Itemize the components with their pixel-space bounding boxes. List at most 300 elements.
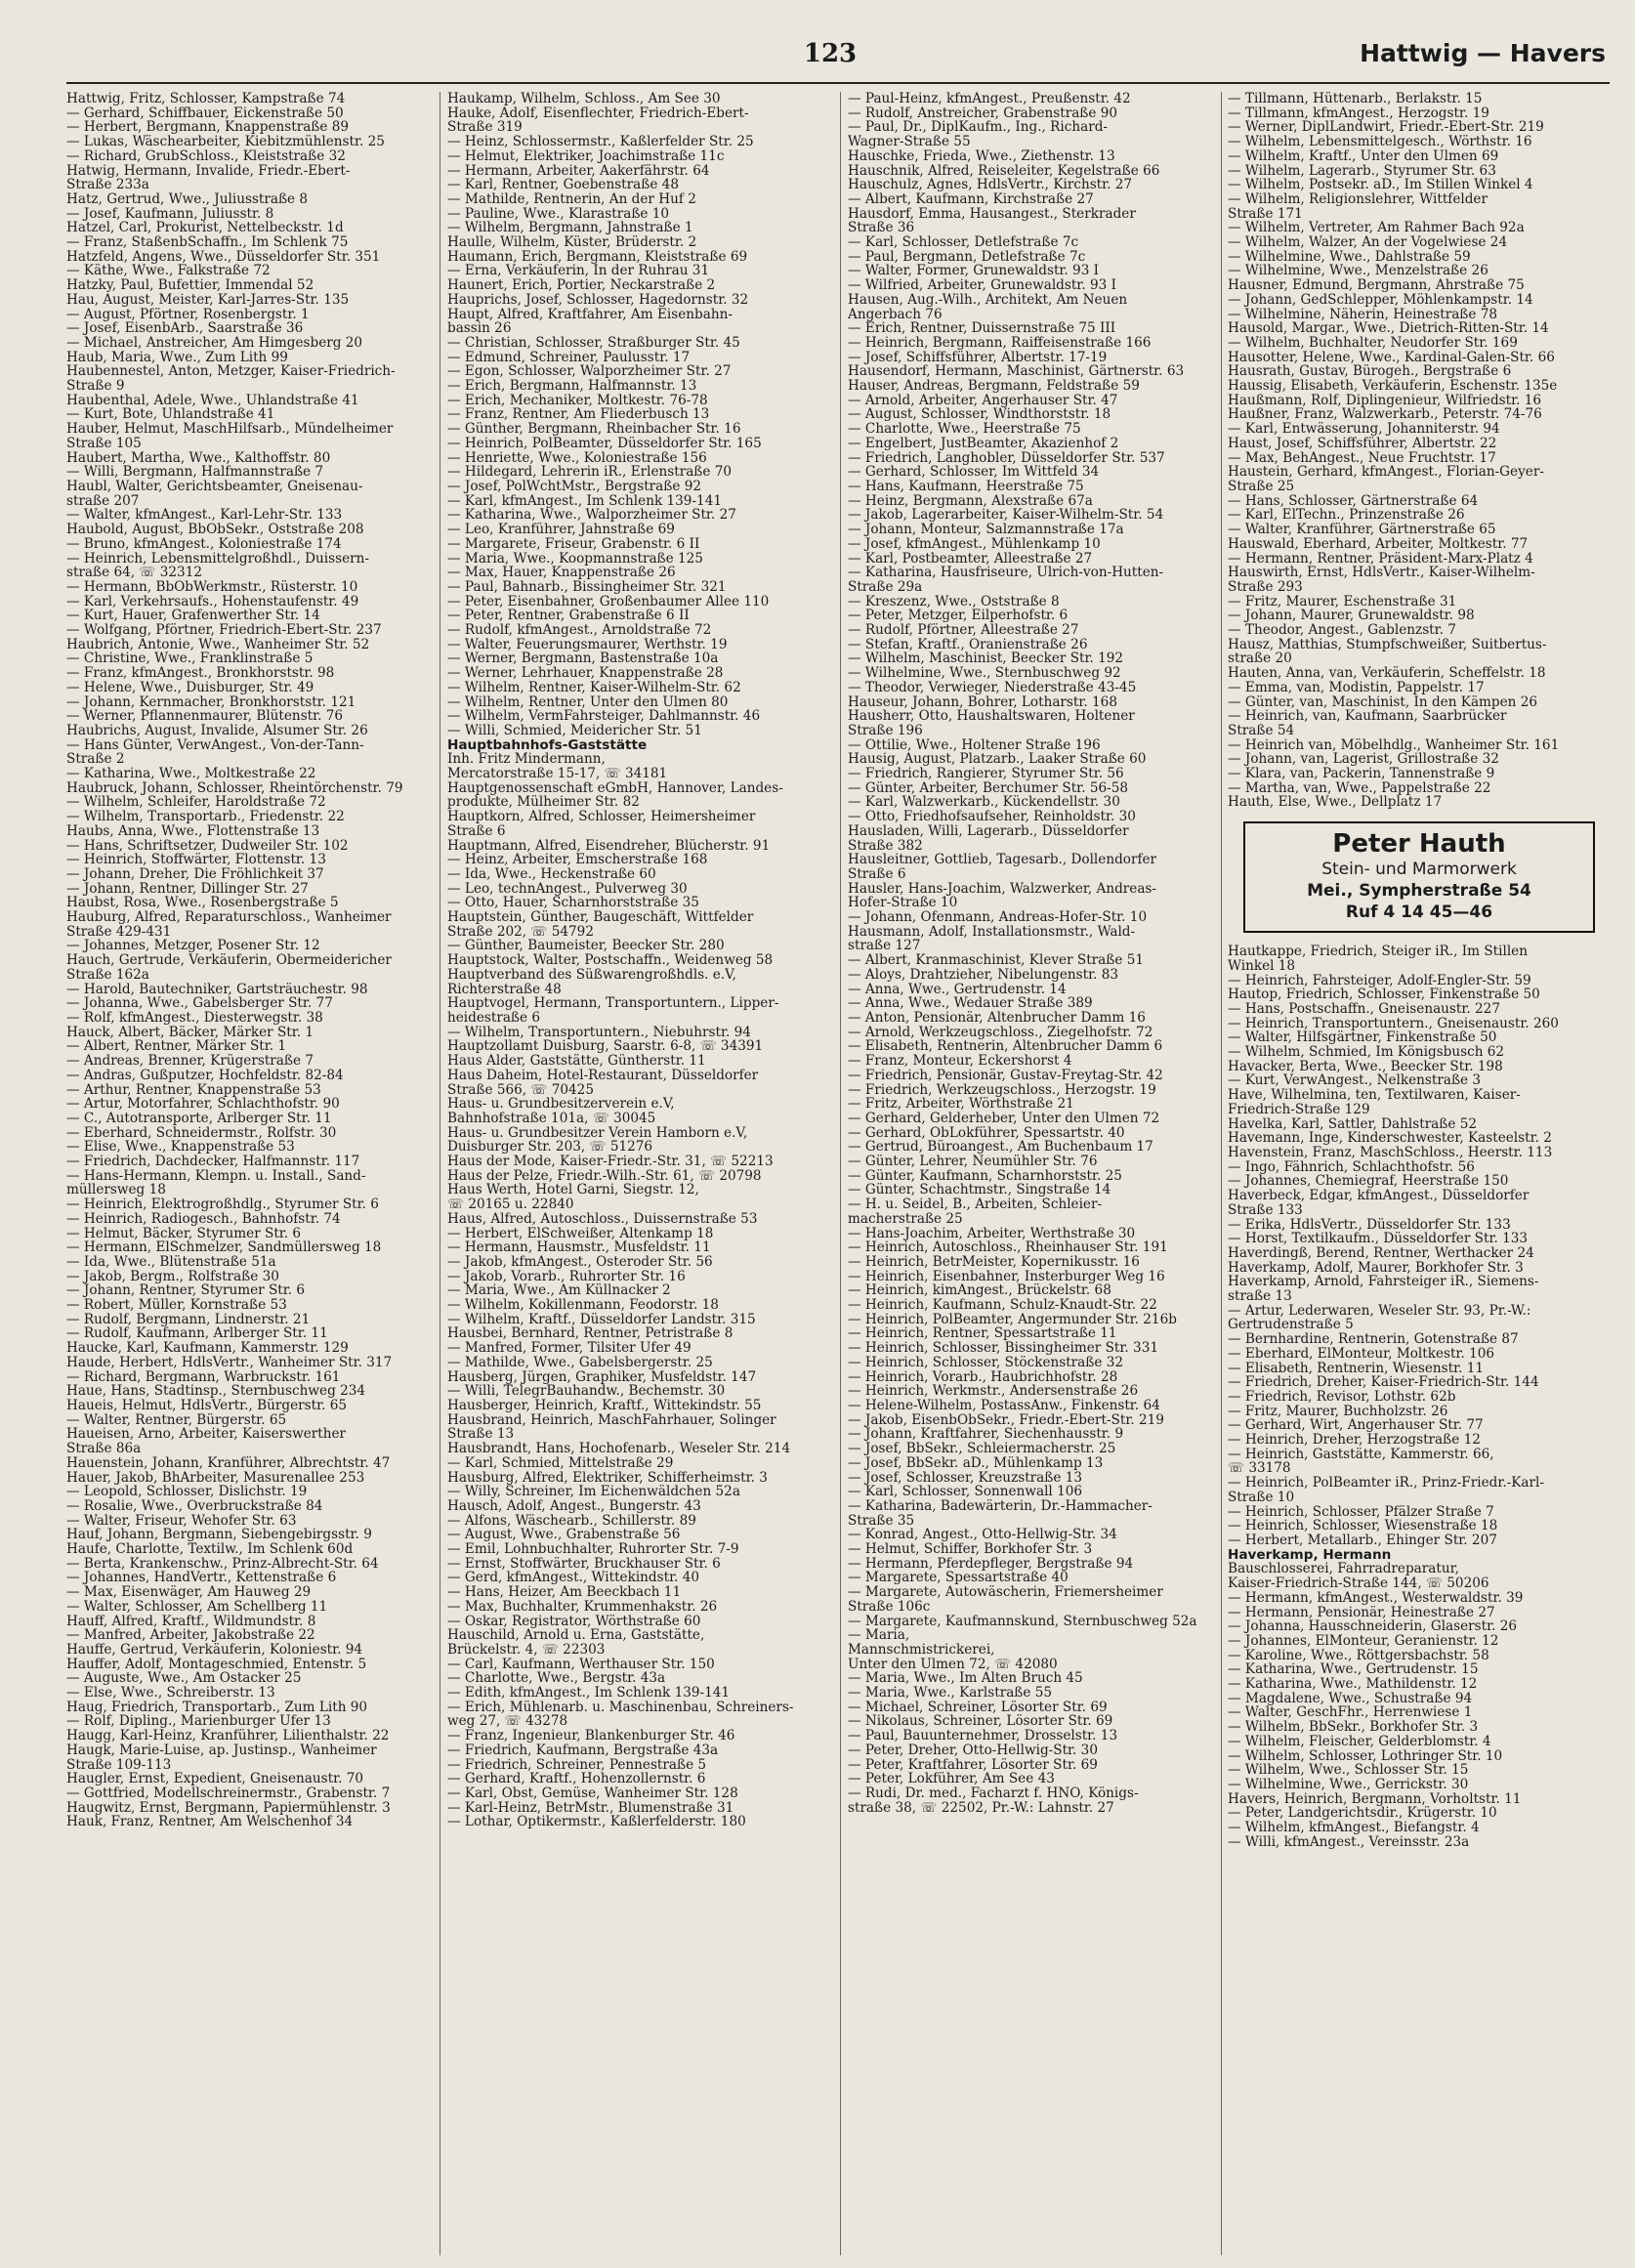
directory-entry: — Peter, Kraftfahrer, Lösorter Str. 69 <box>848 1757 1098 1773</box>
directory-entry: Straße 54 <box>1228 723 1295 738</box>
directory-entry: — Wilhelm, Religionslehrer, Wittfelder <box>1228 191 1488 207</box>
directory-entry: — Hans, Schlosser, Gärtnerstraße 64 <box>1228 493 1479 509</box>
directory-entry: Haugg, Karl-Heinz, Kranführer, Lilienthalstr. 22 <box>66 1729 390 1743</box>
directory-entry: — Wilhelm, Lebensmittelgesch., Wörthstr. 16 <box>1228 135 1532 149</box>
directory-entry: — Hermann, Pensionär, Heinestraße 27 <box>1228 1605 1495 1620</box>
directory-entry: — Johanna, Hausschneiderin, Glaserstr. 26 <box>1228 1619 1518 1634</box>
directory-entry: Gertrudenstraße 5 <box>1228 1318 1354 1333</box>
directory-entry: Straße 6 <box>848 866 906 882</box>
directory-entry-heading: Hauptbahnhofs-Gaststätte <box>447 737 648 753</box>
directory-entry: — Walter, Former, Grunewaldstr. 93 I <box>848 264 1100 279</box>
directory-entry: — Manfred, Former, Tilsiter Ufer 49 <box>447 1341 692 1356</box>
directory-entry: — Ida, Wwe., Heckenstraße 60 <box>447 866 656 882</box>
directory-entry: — Peter, Landgerichtsdir., Krügerstr. 10 <box>1228 1806 1497 1822</box>
directory-entry: — Katharina, Badewärterin, Dr.-Hammacher- <box>848 1498 1153 1514</box>
directory-entry: Hatzfeld, Angens, Wwe., Düsseldorfer Str. 351 <box>66 249 381 265</box>
directory-entry: Hautop, Friedrich, Schlosser, Finkenstraße 50 <box>1228 987 1540 1002</box>
directory-entry: straße 64, ☏ 32312 <box>66 566 202 580</box>
directory-entry: Hatwig, Hermann, Invalide, Friedr.-Ebert- <box>66 163 351 179</box>
directory-entry: Hauenstein, Johann, Kranführer, Albrechtstr. 47 <box>66 1455 391 1471</box>
directory-entry: — Leo, Kranführer, Jahnstraße 69 <box>447 523 675 537</box>
directory-entry: — Emma, van, Modistin, Pappelstr. 17 <box>1228 680 1485 695</box>
directory-entry: — Helmut, Elektriker, Joachimstraße 11c <box>447 148 725 164</box>
directory-entry: — Max, BehAngest., Neue Fruchtstr. 17 <box>1228 450 1496 466</box>
directory-entry: — Auguste, Wwe., Am Ostacker 25 <box>66 1671 302 1687</box>
directory-entry: — Maria, <box>848 1628 910 1643</box>
directory-entry: heidestraße 6 <box>447 1011 541 1026</box>
directory-entry: — Karl, Verkehrsaufs., Hohenstaufenstr. 49 <box>66 594 359 609</box>
directory-entry: müllersweg 18 <box>66 1183 166 1198</box>
directory-entry: — Paul, Bahnarb., Bissingheimer Str. 321 <box>447 579 727 595</box>
directory-entry: Haverkamp, Arnold, Fahrsteiger iR., Siemens- <box>1228 1275 1539 1290</box>
directory-entry: — Bruno, kfmAngest., Koloniestraße 174 <box>66 536 342 552</box>
directory-entry: Haubrichs, August, Invalide, Alsumer Str. 26 <box>66 723 368 738</box>
directory-entry: — Johanna, Wwe., Gabelsberger Str. 77 <box>66 996 333 1011</box>
advertisement-line1: Stein- und Marmorwerk <box>1321 860 1517 880</box>
directory-entry: — Walter, Kranführer, Gärtnerstraße 65 <box>1228 523 1496 537</box>
directory-entry: Haussig, Elisabeth, Verkäuferin, Eschenstr. 135e <box>1228 379 1558 394</box>
directory-entry: weg 27, ☏ 43278 <box>447 1714 568 1730</box>
directory-entry: — Peter, Lokführer, Am See 43 <box>848 1772 1055 1786</box>
directory-entry: — Arthur, Rentner, Knappenstraße 53 <box>66 1082 321 1098</box>
directory-entry: — Johannes, Metzger, Posener Str. 12 <box>66 939 320 954</box>
directory-entry: Hausrath, Gustav, Bürogeh., Bergstraße 6 <box>1228 364 1512 380</box>
directory-entry: — Wilhelm, Vertreter, Am Rahmer Bach 92a <box>1228 221 1525 236</box>
directory-entry: — Käthe, Wwe., Falkstraße 72 <box>66 264 271 279</box>
column-2 <box>447 92 833 2255</box>
directory-entry: — Wilhelmine, Näherin, Heinestraße 78 <box>1228 307 1498 322</box>
directory-entry: Haubrich, Antonie, Wwe., Wanheimer Str. 52 <box>66 637 370 652</box>
directory-entry: — Josef, PolWchtMstr., Bergstraße 92 <box>447 479 702 494</box>
directory-entry: — Edith, kfmAngest., Im Schlenk 139-141 <box>447 1686 731 1701</box>
directory-entry: Hausdorf, Emma, Hausangest., Sterkrader <box>848 206 1136 222</box>
directory-entry: Havenstein, Franz, MaschSchloss., Heerstr. 113 <box>1228 1146 1553 1160</box>
directory-entry: Hauff, Alfred, Kraftf., Wildmundstr. 8 <box>66 1614 316 1629</box>
directory-entry: — Johann, Rentner, Styrumer Str. 6 <box>66 1283 306 1299</box>
directory-entry: — Willi, Schmied, Meidericher Str. 51 <box>447 723 702 738</box>
directory-entry: Hauptvogel, Hermann, Transportuntern., Lipper- <box>447 996 779 1011</box>
directory-entry: — Konrad, Angest., Otto-Hellwig-Str. 34 <box>848 1528 1117 1543</box>
directory-entry: Hausherr, Otto, Haushaltswaren, Holtener <box>848 709 1135 724</box>
directory-entry: — Gerhard, ObLokführer, Spessartstr. 40 <box>848 1125 1125 1141</box>
directory-entry: — Friedrich, Schreiner, Pennestraße 5 <box>447 1757 707 1773</box>
directory-entry: — Hermann, kfmAngest., Westerwaldstr. 39 <box>1228 1590 1524 1606</box>
directory-entry: — Willi, Bergmann, Halfmannstraße 7 <box>66 465 324 480</box>
directory-entry: Haueis, Helmut, HdlsVertr., Bürgerstr. 65 <box>66 1398 348 1413</box>
directory-entry: Hauschulz, Agnes, HdlsVertr., Kirchstr. 27 <box>848 178 1133 192</box>
directory-entry: Hauch, Gertrude, Verkäuferin, Obermeidericher <box>66 953 392 968</box>
directory-entry: — Tillmann, kfmAngest., Herzogstr. 19 <box>1228 105 1489 121</box>
directory-entry: Haus Werth, Hotel Garni, Siegstr. 12, <box>447 1183 699 1198</box>
directory-entry: — Emil, Lohnbuchhalter, Ruhrorter Str. 7-9 <box>447 1542 739 1557</box>
directory-entry: Hauptkorn, Alfred, Schlosser, Heimersheimer <box>447 810 756 824</box>
directory-entry: Hausburg, Alfred, Elektriker, Schifferheimstr. 3 <box>447 1470 768 1486</box>
directory-entry: — Hans Günter, VerwAngest., Von-der-Tann- <box>66 737 364 753</box>
directory-entry: Haußner, Franz, Walzwerkarb., Peterstr. 74-76 <box>1228 407 1542 423</box>
directory-entry: — Wilhelm, Buchhalter, Neudorfer Str. 169 <box>1228 335 1518 351</box>
directory-entry: — Johann, GedSchlepper, Möhlenkampstr. 14 <box>1228 292 1533 308</box>
directory-entry: Haubennestel, Anton, Metzger, Kaiser-Friedrich- <box>66 364 396 380</box>
directory-entry-heading: Haverkamp, Hermann <box>1228 1547 1392 1563</box>
directory-entry: — Jakob, EisenbObSekr., Friedr.-Ebert-Str. 219 <box>848 1412 1164 1428</box>
directory-entry: — Robert, Müller, Kornstraße 53 <box>66 1298 287 1313</box>
directory-entry: — Leopold, Schlosser, Dislichstr. 19 <box>66 1485 308 1499</box>
directory-entry: — Heinrich, Elektrogroßhdlg., Styrumer Str. 6 <box>66 1197 379 1212</box>
directory-entry: — Hermann, Rentner, Präsident-Marx-Platz 4 <box>1228 551 1533 567</box>
directory-entry: — Stefan, Kraftf., Oranienstraße 26 <box>848 637 1088 652</box>
directory-entry: Hauser, Andreas, Bergmann, Feldstraße 59 <box>848 379 1140 394</box>
directory-entry: — Kurt, VerwAngest., Nelkenstraße 3 <box>1228 1073 1482 1089</box>
directory-entry: — Franz, kfmAngest., Bronkhorststr. 98 <box>66 666 335 681</box>
directory-entry: — Wilhelm, Walzer, An der Vogelwiese 24 <box>1228 235 1508 250</box>
directory-entry: Hatzel, Carl, Prokurist, Nettelbeckstr. 1d <box>66 221 344 236</box>
directory-entry: — Hans-Joachim, Arbeiter, Werthstraße 30 <box>848 1226 1136 1241</box>
directory-entry: Straße 382 <box>848 838 923 854</box>
directory-entry: Haus- u. Grundbesitzer Verein Hamborn e.V, <box>447 1125 748 1141</box>
directory-entry: Inh. Fritz Mindermann, <box>447 752 606 768</box>
directory-entry: — Werner, Bergmann, Bastenstraße 10a <box>447 651 719 667</box>
directory-entry: — Rudolf, Bergmann, Lindnerstr. 21 <box>66 1312 311 1327</box>
directory-entry: — Alfons, Wäschearb., Schillerstr. 89 <box>447 1513 696 1529</box>
directory-entry: — Margarete, Autowäscherin, Friemersheimer <box>848 1585 1163 1600</box>
directory-entry: Brückelstr. 4, ☏ 22303 <box>447 1642 606 1658</box>
directory-entry: — Willi, kfmAngest., Vereinsstr. 23a <box>1228 1834 1470 1850</box>
directory-entry: — Christine, Wwe., Franklinstraße 5 <box>66 651 314 667</box>
directory-entry: — Rudolf, kfmAngest., Arnoldstraße 72 <box>447 623 712 638</box>
directory-entry: — Karl, Obst, Gemüse, Wanheimer Str. 128 <box>447 1785 738 1801</box>
directory-entry: — Katharina, Wwe., Walporzheimer Str. 27 <box>447 508 736 524</box>
directory-entry: — Josef, EisenbArb., Saarstraße 36 <box>66 321 304 336</box>
directory-entry: — Günter, Arbeiter, Berchumer Str. 56-58 <box>848 780 1129 796</box>
directory-entry: — Wilhelm, VermFahrsteiger, Dahlmannstr. 46 <box>447 709 761 724</box>
directory-entry: — Hans-Hermann, Klempn. u. Install., Sand- <box>66 1168 366 1184</box>
directory-entry: — Charlotte, Wwe., Heerstraße 75 <box>848 422 1081 437</box>
directory-entry: — Josef, BbSekr., Schleiermacherstr. 25 <box>848 1442 1116 1456</box>
directory-entry: — Peter, Eisenbahner, Großenbaumer Allee 110 <box>447 594 770 609</box>
directory-entry: Hausz, Matthias, Stumpfschweißer, Suitbertus- <box>1228 637 1547 652</box>
directory-entry: straße 38, ☏ 22502, Pr.-W.: Lahnstr. 27 <box>848 1800 1114 1816</box>
directory-entry: Havemann, Inge, Kinderschwester, Kasteelstr. 2 <box>1228 1131 1552 1146</box>
directory-entry: Haufe, Charlotte, Textilw., Im Schlenk 60d <box>66 1542 354 1557</box>
directory-entry: Haubold, August, BbObSekr., Oststraße 208 <box>66 523 364 537</box>
directory-entry: — Heinrich, BetrMeister, Kopernikusstr. 16 <box>848 1254 1140 1270</box>
directory-entry: Hauk, Franz, Rentner, Am Welschenhof 34 <box>66 1815 354 1830</box>
directory-entry: Mannschmistrickerei, <box>848 1642 995 1658</box>
directory-entry: — Wilhelm, Lagerarb., Styrumer Str. 63 <box>1228 163 1496 179</box>
directory-entry: Straße 2 <box>66 752 125 768</box>
directory-entry: Hauth, Else, Wwe., Dellplatz 17 <box>1228 795 1443 811</box>
directory-entry: — Günter, Kaufmann, Scharnhorststr. 25 <box>848 1168 1122 1184</box>
directory-entry: — Gerhard, Wirt, Angerhauser Str. 77 <box>1228 1418 1484 1434</box>
directory-entry: — Max, Eisenwäger, Am Hauweg 29 <box>66 1585 312 1600</box>
directory-entry: — Katharina, Wwe., Mathildenstr. 12 <box>1228 1677 1478 1692</box>
directory-entry: — Otto, Friedhofsaufseher, Reinholdstr. 30 <box>848 810 1136 824</box>
directory-entry: — Erich, Bergmann, Halfmannstr. 13 <box>447 379 697 394</box>
directory-entry: — Katharina, Hausfriseure, Ulrich-von-Hutten- <box>848 566 1164 580</box>
directory-entry: Haubruck, Johann, Schlosser, Rheintörchenstr. 79 <box>66 780 403 796</box>
directory-entry: Have, Wilhelmina, ten, Textilwaren, Kaiser- <box>1228 1088 1521 1103</box>
directory-entry: — Wilhelm, kfmAngest., Biefangstr. 4 <box>1228 1821 1480 1835</box>
directory-entry: — Ernst, Stoffwärter, Bruckhauser Str. 6 <box>447 1556 721 1572</box>
directory-entry: — Paul, Dr., DiplKaufm., Ing., Richard- <box>848 120 1108 136</box>
directory-entry: — Else, Wwe., Schreiberstr. 13 <box>66 1686 275 1701</box>
directory-entry: — Wilhelmine, Wwe., Menzelstraße 26 <box>1228 264 1488 279</box>
directory-entry: Hausberg, Jürgen, Graphiker, Musfeldstr. 147 <box>447 1369 757 1385</box>
directory-entry: Haußmann, Rolf, Diplingenieur, Wilfriedstr. 16 <box>1228 393 1542 408</box>
directory-entry: Friedrich-Straße 129 <box>1228 1102 1370 1117</box>
directory-entry: Havelka, Karl, Sattler, Dahlstraße 52 <box>1228 1116 1478 1132</box>
directory-entry: — Heinrich, Vorarb., Haubrichhofstr. 28 <box>848 1369 1118 1385</box>
directory-entry: Straße 196 <box>848 723 923 738</box>
directory-entry: — Günther, Baumeister, Beecker Str. 280 <box>447 939 725 954</box>
directory-entry: — Heinrich, Schlosser, Wiesenstraße 18 <box>1228 1519 1498 1533</box>
directory-entry: — Friedrich, Dreher, Kaiser-Friedrich-Str. 144 <box>1228 1375 1539 1390</box>
directory-entry: — Ida, Wwe., Blütenstraße 51a <box>66 1254 276 1270</box>
directory-entry: ☏ 20165 u. 22840 <box>447 1197 574 1212</box>
directory-entry: — Heinrich, Rentner, Spessartstraße 11 <box>848 1326 1117 1342</box>
directory-entry: — Wilfried, Arbeiter, Grunewaldstr. 93 I <box>848 278 1116 293</box>
directory-entry: Hausbrandt, Hans, Hochofenarb., Weseler Str. 214 <box>447 1442 791 1456</box>
directory-entry: Haubert, Martha, Wwe., Kalthoffstr. 80 <box>66 450 331 466</box>
directory-entry: — Heinrich, Transportuntern., Gneisenaustr. 260 <box>1228 1016 1559 1031</box>
directory-entry: Haupt, Alfred, Kraftfahrer, Am Eisenbahn- <box>447 307 733 322</box>
directory-entry: — Arnold, Werkzeugschloss., Ziegelhofstr. 72 <box>848 1025 1153 1040</box>
directory-entry: Hauswirth, Ernst, HdlsVertr., Kaiser-Wilhelm- <box>1228 566 1535 580</box>
directory-entry: — Heinrich, Schlosser, Bissingheimer Str. 331 <box>848 1341 1158 1356</box>
directory-entry: — Jakob, kfmAngest., Osteroder Str. 56 <box>447 1254 713 1270</box>
directory-entry: — Christian, Schlosser, Straßburger Str. 45 <box>447 335 740 351</box>
directory-entry: — Klara, van, Packerin, Tannenstraße 9 <box>1228 767 1495 781</box>
directory-entry: — Carl, Kaufmann, Werthauser Str. 150 <box>447 1657 715 1672</box>
directory-entry: Haubl, Walter, Gerichtsbeamter, Gneisenau- <box>66 479 363 494</box>
directory-entry: — Fritz, Maurer, Buchholzstr. 26 <box>1228 1404 1448 1419</box>
column-4 <box>1228 92 1609 2255</box>
directory-entry: — Johann, Kernmacher, Bronkhorststr. 121 <box>66 694 356 710</box>
directory-entry: — Charlotte, Wwe., Bergstr. 43a <box>447 1671 666 1687</box>
directory-entry: Hausig, August, Platzarb., Laaker Straße 60 <box>848 752 1147 768</box>
directory-entry: — Franz, Rentner, Am Fliederbusch 13 <box>447 407 710 423</box>
directory-entry: Straße 105 <box>66 436 142 451</box>
directory-entry: Hauschke, Frieda, Wwe., Ziethenstr. 13 <box>848 148 1115 164</box>
directory-entry: Haus- u. Grundbesitzerverein e.V, <box>447 1097 675 1112</box>
directory-entry: — Margarete, Spessartstraße 40 <box>848 1571 1069 1586</box>
directory-entry: — Karl, Schlosser, Detlefstraße 7c <box>848 235 1079 250</box>
directory-entry: Straße 106c <box>848 1599 931 1615</box>
directory-entry: — Wilhelm, BbSekr., Borkhofer Str. 3 <box>1228 1720 1479 1735</box>
directory-entry: — Anna, Wwe., Gertrudenstr. 14 <box>848 982 1067 997</box>
directory-entry: — Michael, Anstreicher, Am Himgesberg 20 <box>66 335 363 351</box>
directory-entry: — Arnold, Arbeiter, Angerhauser Str. 47 <box>848 393 1118 408</box>
directory-entry: — Jakob, Bergm., Rolfstraße 30 <box>66 1269 279 1284</box>
directory-entry: — Albert, Kranmaschinist, Klever Straße 51 <box>848 953 1145 968</box>
directory-entry: straße 20 <box>1228 651 1292 667</box>
directory-entry: Hauke, Adolf, Eisenflechter, Friedrich-Ebert- <box>447 105 749 121</box>
directory-entry: Hauffer, Adolf, Montageschmied, Entenstr. 5 <box>66 1657 367 1672</box>
directory-entry: Hatz, Gertrud, Wwe., Juliusstraße 8 <box>66 191 309 207</box>
directory-entry: — Helmut, Bäcker, Styrumer Str. 6 <box>66 1226 302 1241</box>
directory-entry: Duisburger Str. 203, ☏ 51276 <box>447 1140 653 1155</box>
directory-entry: — Hans, Kaufmann, Heerstraße 75 <box>848 479 1084 494</box>
directory-entry: — Artur, Motorfahrer, Schlachthofstr. 90 <box>66 1097 340 1112</box>
directory-entry: Hauck, Albert, Bäcker, Märker Str. 1 <box>66 1025 314 1040</box>
directory-entry: Hauptgenossenschaft eGmbH, Hannover, Landes- <box>447 780 783 796</box>
directory-entry: — Karl, ElTechn., Prinzenstraße 26 <box>1228 508 1465 524</box>
directory-entry: — Heinrich, Schlosser, Stöckenstraße 32 <box>848 1355 1124 1370</box>
directory-entry: — Theodor, Verwieger, Niederstraße 43-45 <box>848 680 1137 695</box>
directory-entry: — Karl, Schlosser, Sonnenwall 106 <box>848 1485 1083 1499</box>
directory-entry: — Erna, Verkäuferin, In der Ruhrau 31 <box>447 264 710 279</box>
directory-entry: Hauber, Helmut, MaschHilfsarb., Mündelheimer <box>66 422 394 437</box>
directory-entry: Haubenthal, Adele, Wwe., Uhlandstraße 41 <box>66 393 359 408</box>
directory-entry: — Werner, Lehrhauer, Knappenstraße 28 <box>447 666 724 681</box>
directory-entry: Straße 293 <box>1228 579 1303 595</box>
directory-entry: Haukamp, Wilhelm, Schloss., Am See 30 <box>447 92 721 106</box>
directory-entry: Straße 36 <box>848 221 915 236</box>
directory-entry: Straße 35 <box>848 1513 915 1529</box>
directory-entry: — Wilhelm, Wwe., Schlosser Str. 15 <box>1228 1763 1469 1778</box>
advertisement-line3: Ruf 4 14 45—46 <box>1345 903 1493 923</box>
directory-entry: Hausleitner, Gottlieb, Tagesarb., Dollendorfer <box>848 853 1157 867</box>
directory-entry: — Herbert, ElSchweißer, Altenkamp 18 <box>447 1226 714 1241</box>
directory-entry: Hauseur, Johann, Bohrer, Lotharstr. 168 <box>848 694 1117 710</box>
directory-entry: — Helene, Wwe., Duisburger, Str. 49 <box>66 680 314 695</box>
directory-entry: — Wilhelm, Rentner, Unter den Ulmen 80 <box>447 694 729 710</box>
directory-entry: Hattwig, Fritz, Schlosser, Kampstraße 74 <box>66 92 346 106</box>
directory-entry: Haugwitz, Ernst, Bergmann, Papiermühlenstr. 3 <box>66 1800 391 1816</box>
directory-entry: Hauptzollamt Duisburg, Saarstr. 6-8, ☏ 34391 <box>447 1039 764 1055</box>
directory-entry: — Wilhelm, Maschinist, Beecker Str. 192 <box>848 651 1124 667</box>
directory-entry: — Maria, Wwe., Im Alten Bruch 45 <box>848 1671 1083 1687</box>
directory-entry: Straße 10 <box>1228 1490 1295 1505</box>
directory-entry: Haug, Friedrich, Transportarb., Zum Lith 90 <box>66 1700 368 1715</box>
directory-entry: — Karl, Postbeamter, Alleestraße 27 <box>848 551 1093 567</box>
directory-entry: — Elise, Wwe., Knappenstraße 53 <box>66 1140 295 1155</box>
directory-entry: Haub, Maria, Wwe., Zum Lith 99 <box>66 350 288 365</box>
directory-entry: Hauptmann, Alfred, Eisendreher, Blücherstr. 91 <box>447 838 771 854</box>
directory-entry: Hauten, Anna, van, Verkäuferin, Scheffelstr. 18 <box>1228 666 1546 681</box>
directory-entry: — Andras, Gußputzer, Hochfeldstr. 82-84 <box>66 1068 344 1083</box>
page-header <box>0 0 1635 88</box>
directory-entry: — Walter, Hilfsgärtner, Finkenstraße 50 <box>1228 1030 1497 1046</box>
directory-entry: — Karl, Schmied, Mittelstraße 29 <box>447 1455 674 1471</box>
directory-entry: — Wilhelm, Transportuntern., Niebuhrstr. 94 <box>447 1025 751 1040</box>
page-number: 123 <box>803 39 858 68</box>
directory-entry: — Mathilde, Wwe., Gabelsbergerstr. 25 <box>447 1355 713 1370</box>
directory-entry: — Johann, Maurer, Grunewaldstr. 98 <box>1228 609 1475 624</box>
directory-entry: — Karoline, Wwe., Röttgersbachstr. 58 <box>1228 1648 1489 1663</box>
directory-entry: Hau, August, Meister, Karl-Jarres-Str. 135 <box>66 292 350 308</box>
directory-entry: — Wilhelm, Transportarb., Friedenstr. 22 <box>66 810 345 824</box>
directory-entry: — Wilhelm, Rentner, Kaiser-Wilhelm-Str. 62 <box>447 680 741 695</box>
directory-entry: — Wilhelm, Kokillenmann, Feodorstr. 18 <box>447 1298 719 1313</box>
directory-entry: — Heinrich, Eisenbahner, Insterburger Weg 16 <box>848 1269 1165 1284</box>
directory-entry: Hausendorf, Hermann, Maschinist, Gärtnerstr. 63 <box>848 364 1185 380</box>
directory-entry: Hauptstock, Walter, Postschaffn., Weidenweg 58 <box>447 953 774 968</box>
directory-entry: Mercatorstraße 15-17, ☏ 34181 <box>447 767 668 781</box>
directory-entry: — Otto, Hauer, Scharnhorststraße 35 <box>447 896 699 911</box>
directory-entry: — Wolfgang, Pförtner, Friedrich-Ebert-Str. 237 <box>66 623 382 638</box>
directory-entry: — Albert, Kaufmann, Kirchstraße 27 <box>848 191 1094 207</box>
directory-entry: — Aloys, Drahtzieher, Nibelungenstr. 83 <box>848 967 1119 983</box>
directory-entry: — Albert, Rentner, Märker Str. 1 <box>66 1039 287 1055</box>
directory-entry: straße 127 <box>848 939 921 954</box>
directory-entry: — Josef, Schlosser, Kreuzstraße 13 <box>848 1470 1083 1486</box>
directory-entry: Straße 319 <box>447 120 523 136</box>
directory-entry: — Karl, kfmAngest., Im Schlenk 139-141 <box>447 493 722 509</box>
directory-entry: — Oskar, Registrator, Wörthstraße 60 <box>447 1614 701 1629</box>
directory-entry: Haugk, Marie-Luise, ap. Justinsp., Wanheimer <box>66 1743 377 1758</box>
directory-entry: — Rolf, Dipling., Marienburger Ufer 13 <box>66 1714 331 1730</box>
directory-entry: Straße 429-431 <box>66 924 172 940</box>
directory-entry: Haueisen, Arno, Arbeiter, Kaiserswerther <box>66 1427 347 1443</box>
directory-entry: Hauptstein, Günther, Baugeschäft, Wittfelder <box>447 910 754 925</box>
directory-entry: straße 207 <box>66 493 140 509</box>
directory-entry: — Wilhelm, Fleischer, Gelderblomstr. 4 <box>1228 1734 1491 1749</box>
directory-entry: Straße 162a <box>66 967 149 983</box>
header-rule <box>66 82 1610 84</box>
directory-entry: — Willy, Schreiner, Im Eichenwäldchen 52a <box>447 1485 740 1499</box>
directory-entry: — Wilhelm, Bergmann, Jahnstraße 1 <box>447 221 693 236</box>
directory-entry: Hausladen, Willi, Lagerarb., Düsseldorfer <box>848 823 1129 839</box>
directory-entry: — Josef, Schiffsführer, Albertstr. 17-19 <box>848 350 1108 365</box>
directory-entry: — Friedrich, Werkzeugschloss., Herzogstr. 19 <box>848 1082 1156 1098</box>
column-1 <box>66 92 432 2255</box>
directory-entry: Haumann, Erich, Bergmann, Kleiststraße 69 <box>447 249 748 265</box>
directory-entry: — Heinrich, Kaufmann, Schulz-Knaudt-Str. 22 <box>848 1298 1157 1313</box>
directory-entry: — Günter, Schachtmstr., Singstraße 14 <box>848 1183 1111 1198</box>
directory-entry: — Horst, Textilkaufm., Düsseldorfer Str. 133 <box>1228 1232 1529 1246</box>
directory-entry: Hauptverband des Süßwarengroßhdls. e.V, <box>447 967 736 983</box>
directory-entry: — Heinrich, Dreher, Herzogstraße 12 <box>1228 1433 1481 1448</box>
directory-entry: — Lukas, Wäschearbeiter, Kiebitzmühlenstr. 25 <box>66 135 385 149</box>
directory-entry: Hausbei, Bernhard, Rentner, Petristraße 8 <box>447 1326 734 1342</box>
directory-entry: Hauer, Jakob, BhArbeiter, Masurenallee 253 <box>66 1470 365 1486</box>
directory-entry: — Rudolf, Kaufmann, Arlberger Str. 11 <box>66 1326 328 1342</box>
directory-entry: Straße 13 <box>447 1427 515 1443</box>
directory-entry: — Erich, Mühlenarb. u. Maschinenbau, Schreiners- <box>447 1700 794 1715</box>
directory-entry: — Michael, Schreiner, Lösorter Str. 69 <box>848 1700 1108 1715</box>
directory-entry: Haulle, Wilhelm, Küster, Brüderstr. 2 <box>447 235 697 250</box>
directory-entry: — Heinrich, van, Kaufmann, Saarbrücker <box>1228 709 1507 724</box>
directory-entry: — Walter, Friseur, Wehofer Str. 63 <box>66 1513 297 1529</box>
directory-entry: — Egon, Schlosser, Walporzheimer Str. 27 <box>447 364 732 380</box>
directory-entry: — Walter, Rentner, Bürgerstr. 65 <box>66 1412 287 1428</box>
advertisement-line2: Mei., Sympherstraße 54 <box>1307 881 1531 902</box>
directory-entry: — Johann, Dreher, Die Fröhlichkeit 37 <box>66 866 324 882</box>
directory-entry: — Wilhelmine, Wwe., Gerrickstr. 30 <box>1228 1777 1469 1792</box>
running-head: Hattwig — Havers <box>1360 39 1606 67</box>
directory-entry: — Martha, van, Wwe., Pappelstraße 22 <box>1228 780 1491 796</box>
directory-entry: — Tillmann, Hüttenarb., Berlakstr. 15 <box>1228 92 1483 106</box>
directory-entry: — Paul-Heinz, kfmAngest., Preußenstr. 42 <box>848 92 1131 106</box>
directory-entry: — Johannes, HandVertr., Kettenstraße 6 <box>66 1571 337 1586</box>
directory-entry: — Peter, Rentner, Grabenstraße 6 II <box>447 609 690 624</box>
directory-entry: — Jakob, Vorarb., Ruhrorter Str. 16 <box>447 1269 686 1284</box>
directory-entry: — C., Autotransporte, Arlberger Str. 11 <box>66 1111 332 1126</box>
directory-entry: — Artur, Lederwaren, Weseler Str. 93, Pr.-W.: <box>1228 1303 1531 1319</box>
directory-entry: — Fritz, Maurer, Eschenstraße 31 <box>1228 594 1457 609</box>
directory-entry: straße 13 <box>1228 1289 1292 1304</box>
directory-entry: — Hermann, Pferdepfleger, Bergstraße 94 <box>848 1556 1134 1572</box>
directory-entry: — Gerhard, Schiffbauer, Eickenstraße 50 <box>66 105 344 121</box>
directory-entry: — Josef, Kaufmann, Juliusstr. 8 <box>66 206 274 222</box>
directory-entry: — Franz, Monteur, Eckershorst 4 <box>848 1054 1072 1069</box>
directory-entry: Straße 233a <box>66 178 149 192</box>
directory-entry: — Franz, StaßenbSchaffn., Im Schlenk 75 <box>66 235 349 250</box>
directory-entry: — Hermann, BbObWerkmstr., Rüsterstr. 10 <box>66 579 358 595</box>
directory-entry: — Gerd, kfmAngest., Wittekindstr. 40 <box>447 1571 700 1586</box>
directory-entry: ☏ 33178 <box>1228 1461 1291 1477</box>
